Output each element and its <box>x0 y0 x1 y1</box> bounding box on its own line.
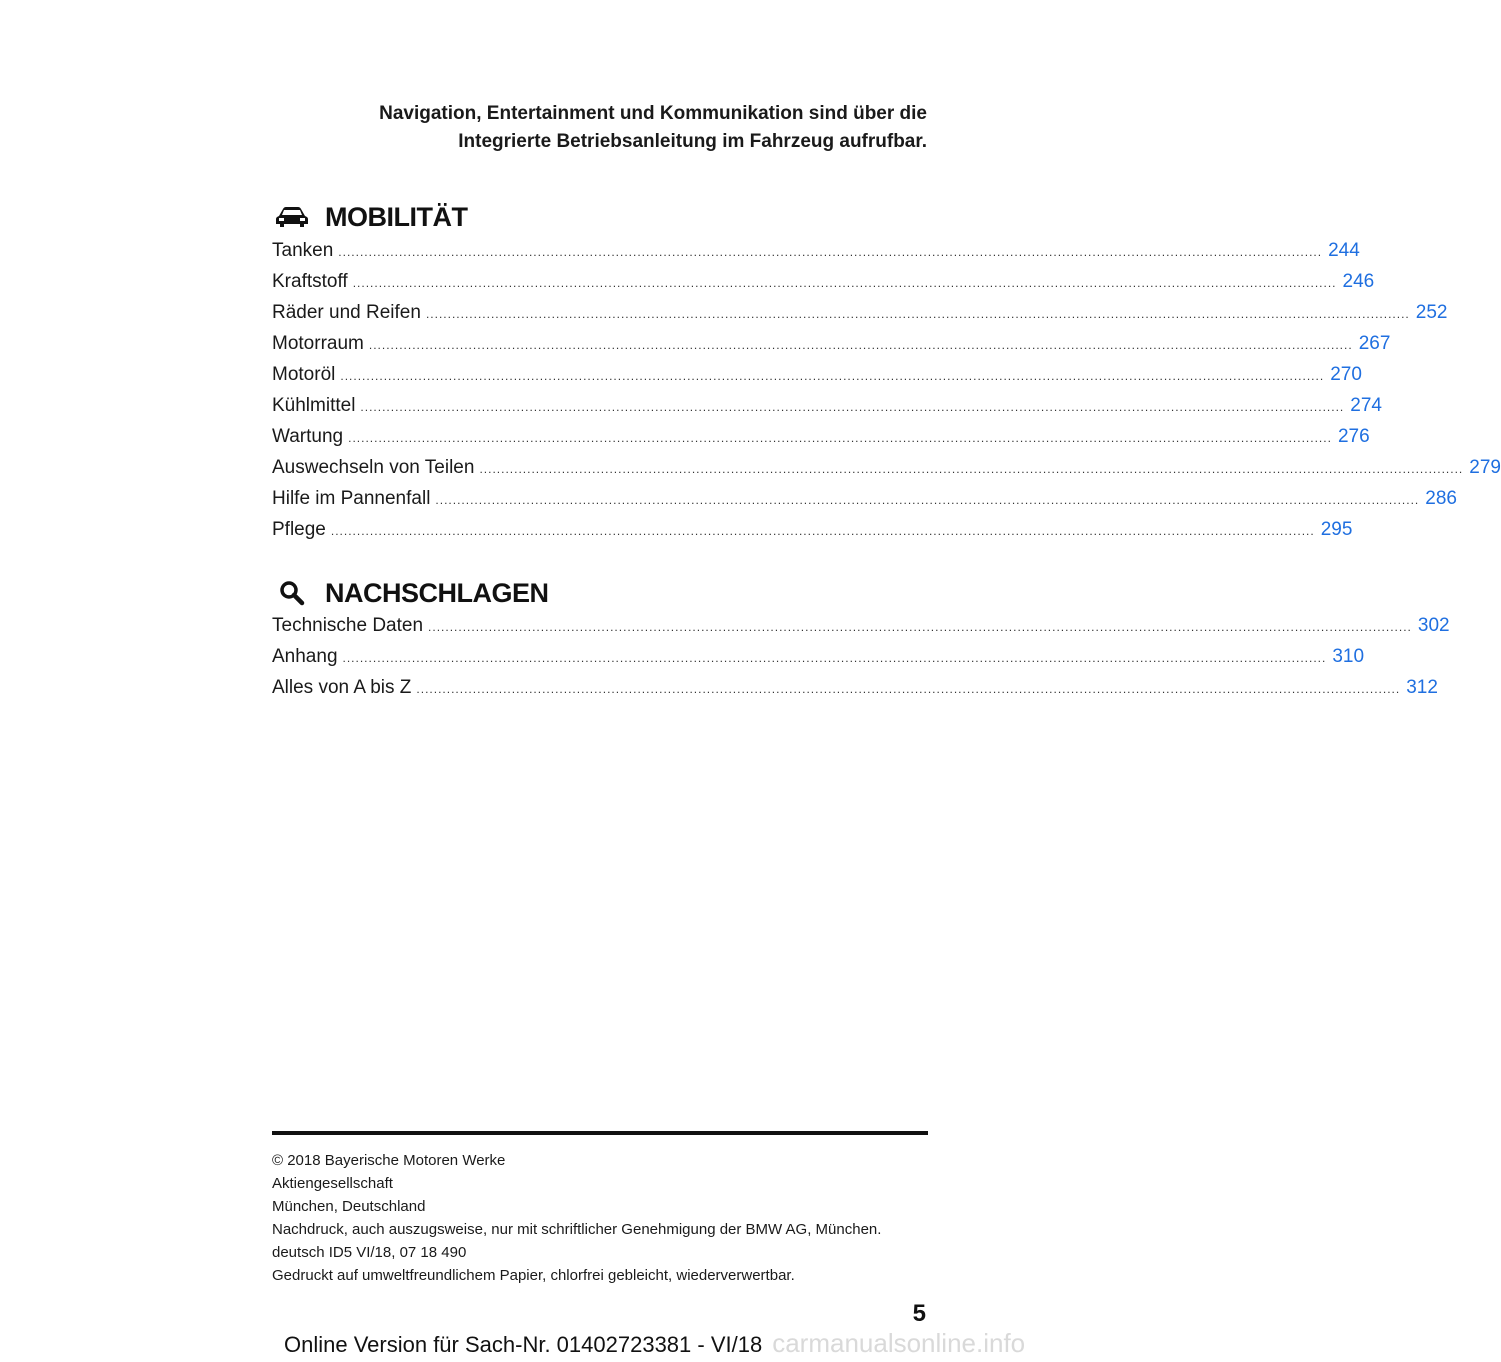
toc-page-link[interactable]: 274 <box>1350 395 1382 416</box>
dot-leader <box>426 307 1410 321</box>
toc-list-nachschlagen <box>272 615 1450 708</box>
section-heading-mobilitaet <box>273 197 467 237</box>
dot-leader <box>416 682 1400 696</box>
imprint-copyright: © 2018 Bayerische Motoren Werke <box>272 1152 506 1169</box>
section-title: MOBILITÄT <box>325 201 468 232</box>
toc-entry-label: Kraftstoff <box>272 271 348 292</box>
toc-page-link[interactable]: 286 <box>1425 488 1457 509</box>
toc-page-link[interactable]: 244 <box>1328 240 1360 261</box>
dot-leader <box>348 431 1332 445</box>
site-watermark: carmanualsonline.info <box>772 1328 1026 1358</box>
dot-leader <box>353 276 1337 290</box>
toc-page-link[interactable]: 279 <box>1469 457 1501 478</box>
dot-leader <box>338 245 1322 259</box>
imprint-company: Aktiengesellschaft <box>272 1175 393 1192</box>
toc-entry-motorraum[interactable] <box>272 333 1391 364</box>
page-number: 5 <box>912 1300 926 1327</box>
toc-list-mobilitaet <box>272 240 1501 550</box>
imprint-location: München, Deutschland <box>272 1198 426 1215</box>
dot-leader <box>428 620 1412 634</box>
notice-line-1: Navigation, Entertainment und Kommunikation sind über die <box>379 103 927 124</box>
toc-page-link[interactable]: 252 <box>1415 302 1448 323</box>
toc-entry-label: Alles von A bis Z <box>272 677 412 698</box>
toc-entry-raeder-und-reifen[interactable] <box>272 302 1448 333</box>
toc-entry-anhang[interactable] <box>272 646 1365 677</box>
online-version-text: Online Version für Sach-Nr. 01402723381 - VI/18 <box>284 1332 763 1357</box>
notice-line-2: Integrierte Betriebsanleitung im Fahrzeug aufrufbar. <box>458 131 927 152</box>
toc-entry-pflege[interactable] <box>272 519 1353 550</box>
toc-entry-label: Kühlmittel <box>272 395 356 416</box>
imprint-edition: deutsch ID5 VI/18, 07 18 490 <box>272 1244 467 1261</box>
magnifier-icon <box>273 578 311 608</box>
toc-entry-hilfe-im-pannenfall[interactable] <box>272 488 1457 519</box>
imprint <box>272 1149 881 1287</box>
toc-page-link[interactable]: 267 <box>1358 333 1391 354</box>
toc-page-link[interactable]: 310 <box>1332 646 1365 667</box>
section-title: NACHSCHLAGEN <box>325 577 549 608</box>
toc-page-link[interactable]: 295 <box>1320 519 1353 540</box>
imprint-reprint-notice: Nachdruck, auch auszugsweise, nur mit schriftlicher Genehmigung der BMW AG, München. <box>272 1221 882 1238</box>
toc-entry-wartung[interactable] <box>272 426 1370 457</box>
toc-entry-label: Wartung <box>272 426 344 447</box>
toc-entry-auswechseln-von-teilen[interactable] <box>272 457 1501 488</box>
toc-page-link[interactable]: 276 <box>1337 426 1370 447</box>
section-heading-nachschlagen <box>273 573 549 613</box>
toc-entry-label: Hilfe im Pannenfall <box>272 488 431 509</box>
toc-entry-label: Technische Daten <box>272 615 424 636</box>
dot-leader <box>479 462 1463 476</box>
toc-page-link[interactable]: 246 <box>1342 271 1375 292</box>
online-version-footer <box>284 1328 1025 1359</box>
dot-leader <box>331 524 1315 538</box>
toc-entry-kuehlmittel[interactable] <box>272 395 1382 426</box>
toc-entry-label: Pflege <box>272 519 326 540</box>
toc-entry-label: Motorraum <box>272 333 364 354</box>
toc-entry-alles-von-a-bis-z[interactable] <box>272 677 1438 708</box>
toc-entry-motoroel[interactable] <box>272 364 1362 395</box>
imprint-divider <box>272 1131 928 1135</box>
toc-entry-kraftstoff[interactable] <box>272 271 1375 302</box>
dot-leader <box>435 493 1419 507</box>
dot-leader <box>343 651 1327 665</box>
dot-leader <box>360 400 1344 414</box>
toc-page-link[interactable]: 312 <box>1406 677 1438 698</box>
toc-page-link[interactable]: 302 <box>1417 615 1450 636</box>
toc-entry-technische-daten[interactable] <box>272 615 1450 646</box>
dot-leader <box>369 338 1353 352</box>
navigation-notice <box>287 100 927 156</box>
toc-entry-label: Motoröl <box>272 364 336 385</box>
imprint-paper-notice: Gedruckt auf umweltfreundlichem Papier, chlorfrei gebleicht, wiederverwertbar. <box>272 1267 795 1284</box>
toc-entry-tanken[interactable] <box>272 240 1360 271</box>
toc-page-link[interactable]: 270 <box>1330 364 1362 385</box>
toc-entry-label: Räder und Reifen <box>272 302 421 323</box>
dot-leader <box>340 369 1324 383</box>
car-icon <box>273 202 311 232</box>
toc-entry-label: Tanken <box>272 240 334 261</box>
toc-entry-label: Auswechseln von Teilen <box>272 457 475 478</box>
toc-entry-label: Anhang <box>272 646 338 667</box>
